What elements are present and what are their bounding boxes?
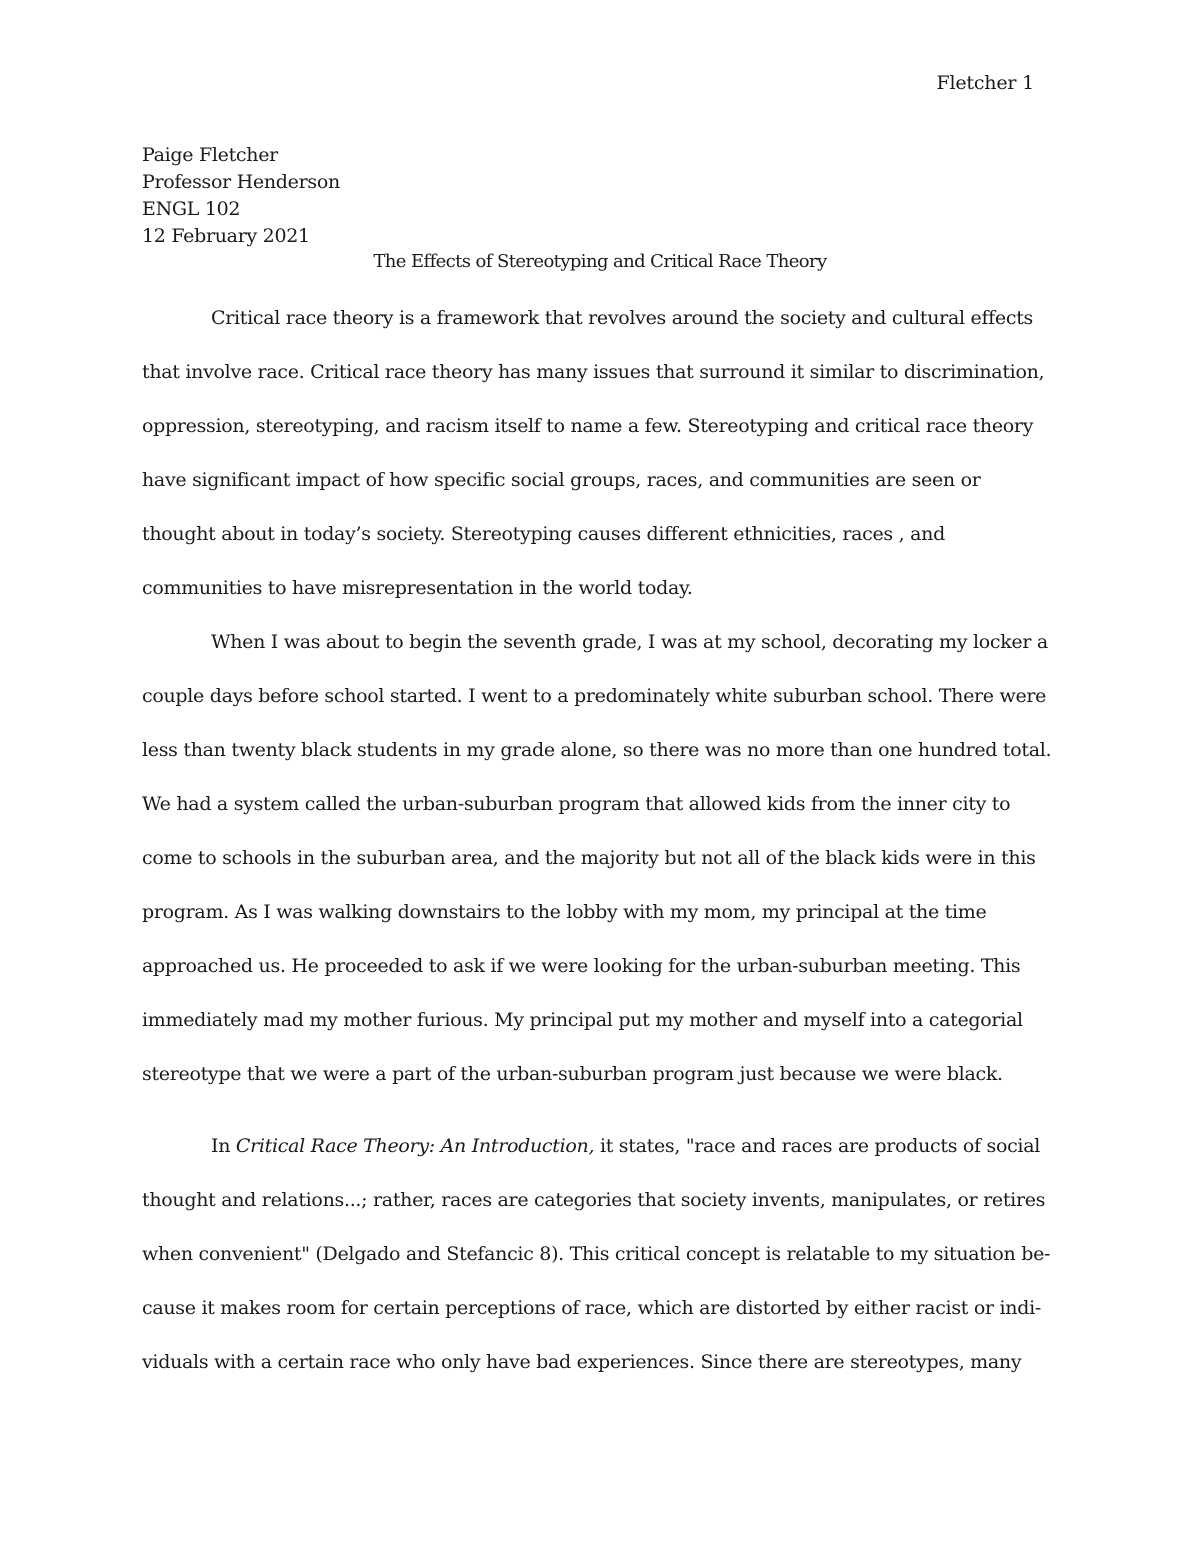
text-line: less than twenty black students in my grade alone, so there was no more than one hundred total.: [142, 739, 1052, 761]
essay-title: The Effects of Stereotyping and Critical Race Theory: [373, 251, 827, 272]
text-line: viduals with a certain race who only have bad experiences. Since there are stereotypes, many: [142, 1351, 1022, 1373]
text-line: thought about in today’s society. Stereotyping causes different ethnicities, races , and: [142, 523, 945, 545]
instructor-name: Professor Henderson: [142, 171, 340, 193]
course-name: ENGL 102: [142, 198, 241, 220]
text-line: approached us. He proceeded to ask if we were looking for the urban-suburban meeting. This: [142, 955, 1021, 977]
text-line: that involve race. Critical race theory has many issues that surround it similar to discrimination,: [142, 361, 1045, 383]
text-line: when convenient" (Delgado and Stefancic 8). This critical concept is relatable to my situation be-: [142, 1243, 1051, 1265]
text-line: We had a system called the urban-suburban program that allowed kids from the inner city to: [142, 793, 1011, 815]
text-line: program. As I was walking downstairs to the lobby with my mom, my principal at the time: [142, 901, 987, 923]
text-line: oppression, stereotyping, and racism itself to name a few. Stereotyping and critical race theory: [142, 415, 1034, 437]
text-line: Critical race theory is a framework that revolves around the society and cultural effects: [211, 307, 1033, 329]
text-fragment: it states, "race and races are products of social: [594, 1135, 1041, 1157]
running-head: Fletcher 1: [936, 72, 1034, 94]
text-line: cause it makes room for certain perceptions of race, which are distorted by either racist or indi-: [142, 1297, 1041, 1319]
text-line: When I was about to begin the seventh grade, I was at my school, decorating my locker a: [211, 631, 1048, 653]
text-line: couple days before school started. I went to a predominately white suburban school. There were: [142, 685, 1047, 707]
student-name: Paige Fletcher: [142, 144, 278, 166]
date: 12 February 2021: [142, 225, 310, 247]
text-line: immediately mad my mother furious. My principal put my mother and myself into a categorial: [142, 1009, 1023, 1031]
text-line: stereotype that we were a part of the urban-suburban program just because we were black.: [142, 1063, 1003, 1085]
text-line: have significant impact of how specific social groups, races, and communities are seen or: [142, 469, 981, 491]
text-line: communities to have misrepresentation in the world today.: [142, 577, 693, 599]
book-title: Critical Race Theory: An Introduction,: [235, 1135, 595, 1157]
text-fragment: In: [211, 1135, 236, 1157]
text-line: thought and relations...; rather, races are categories that society invents, manipulates, or retires: [142, 1189, 1046, 1211]
mla-heading: [142, 142, 340, 250]
text-line: come to schools in the suburban area, and the majority but not all of the black kids were in this: [142, 847, 1036, 869]
text-line: [211, 1135, 1040, 1157]
